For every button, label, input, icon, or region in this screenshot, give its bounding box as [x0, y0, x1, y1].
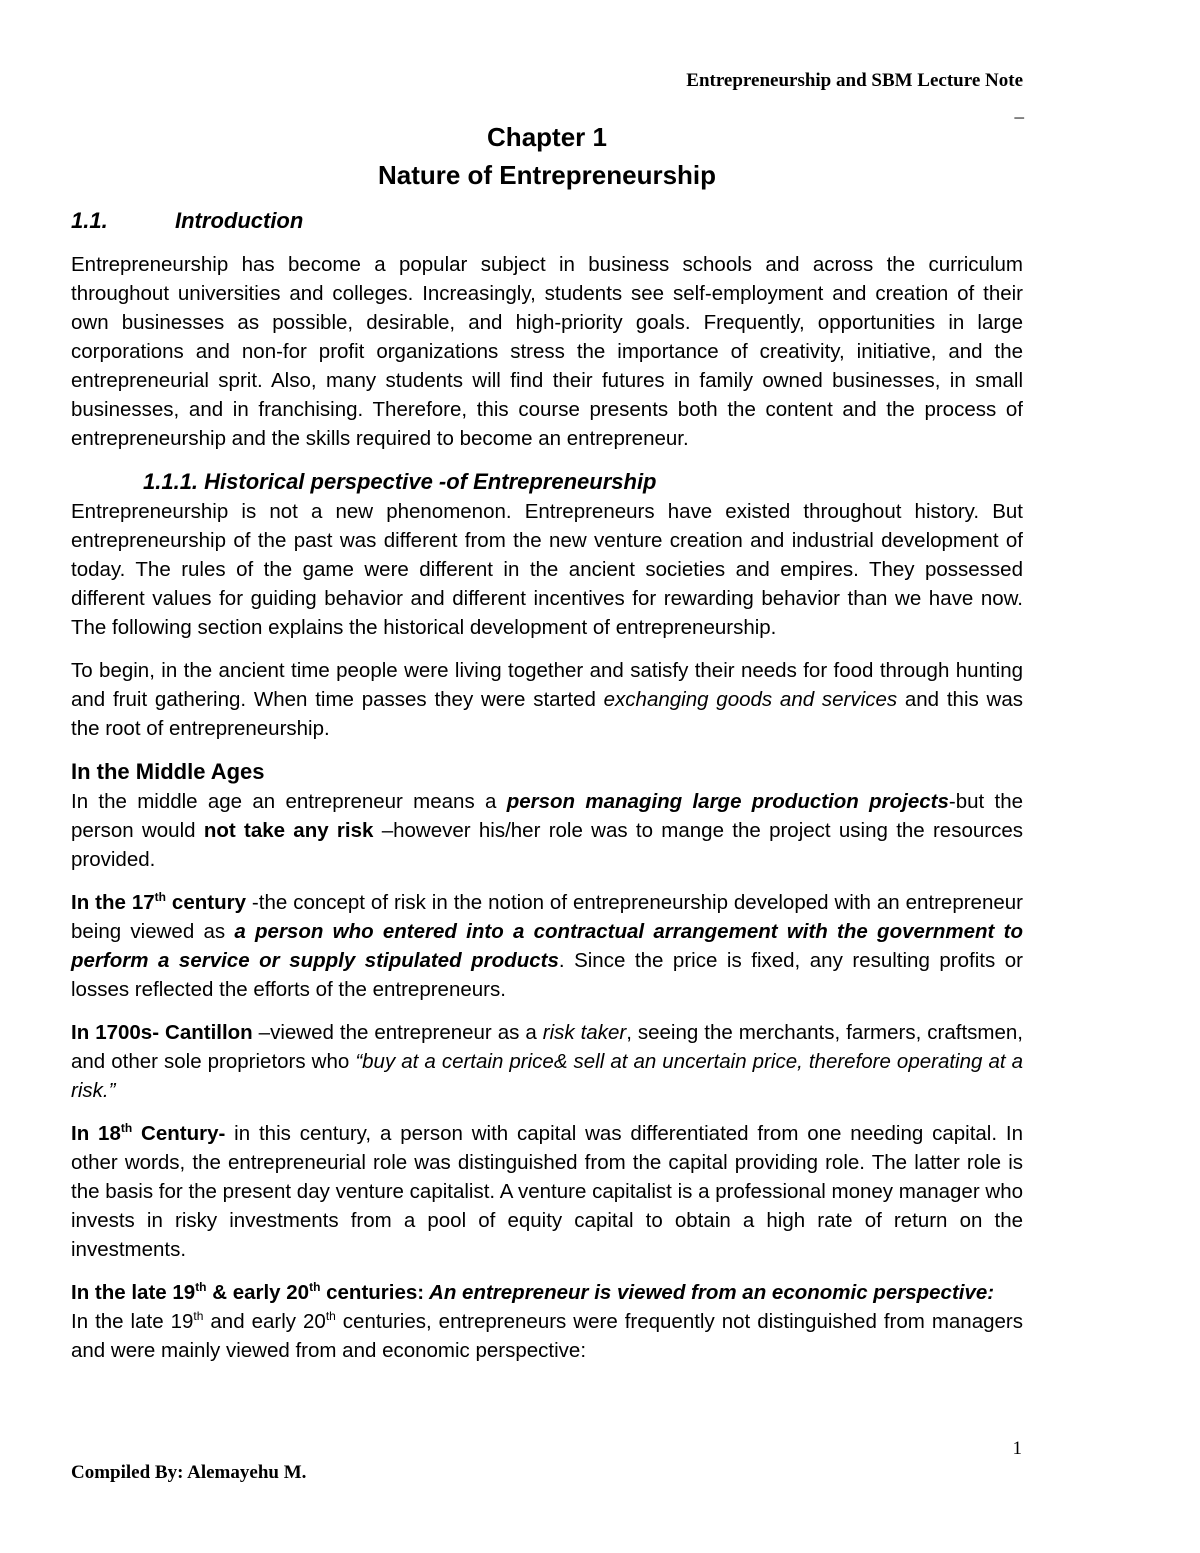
text-run: In the 17 — [71, 891, 155, 914]
cantillon-paragraph — [71, 1018, 1023, 1105]
header-underscore: _ — [1014, 100, 1024, 121]
century-18-lead — [71, 1122, 225, 1145]
page-content — [71, 118, 1023, 1379]
historical-paragraph-2 — [71, 656, 1023, 743]
century-18-paragraph — [71, 1119, 1023, 1264]
text-run: century — [165, 891, 246, 914]
bold-text: not take any risk — [203, 819, 374, 842]
century-19-lead-line — [71, 1278, 1023, 1307]
text-run: In the middle age an entrepreneur means a — [71, 790, 507, 813]
historical-paragraph-1: Entrepreneurship is not a new phenomenon. Entrepreneurs have existed throughout history. But entrepreneurship of the past was different from the new venture creation and industrial development of today. The rules of the game were different in the ancient societies and empires. They possessed different values for guiding behavior and different incentives for rewarding behavior than we have now. The following section explains the historical development of entrepreneurship. — [71, 500, 1023, 639]
running-header: Entrepreneurship and SBM Lecture Note — [686, 70, 1023, 91]
emphasis-text: exchanging goods and services — [603, 688, 898, 711]
text-run: -the concept of risk in the notion of entrepreneurship developed with an entrepreneur being viewed as — [71, 891, 1023, 943]
superscript: th — [195, 1280, 207, 1294]
text-run: and early 20 — [203, 1310, 326, 1333]
chapter-label: Chapter 1 — [487, 122, 607, 152]
emphasis-text: person managing large production projects — [506, 790, 949, 813]
text-run: -but the person would — [71, 790, 1023, 842]
text-run: –however his/her role was to mange the project using the resources provided. — [71, 819, 1023, 871]
section-heading-introduction — [71, 206, 1023, 236]
section-title: Introduction — [175, 208, 304, 233]
text-run: & early 20 — [206, 1281, 310, 1304]
emphasis-text: risk taker — [542, 1021, 627, 1044]
text-run: centuries, entrepreneurs were frequently not distinguished from managers and were mainly viewed from and economic perspective: — [71, 1310, 1023, 1362]
text-run: . Since the price is fixed, any resulting profits or losses reflected the efforts of the entrepreneurs. — [71, 949, 1023, 1001]
century-17-lead — [71, 891, 246, 914]
text-run: To begin, in the ancient time people were living together and satisfy their needs for food through hunting and fruit gathering. When time passes they were started — [71, 659, 1023, 711]
text-run: in this century, a person with capital was differentiated from one needing capital. In other words, the entrepreneurial role was distinguished from the capital providing role. The latter role is the basis for the present day venture capitalist. A venture capitalist is a professional money manager who invests in risky investments from a pool of equity capital to obtain a high rate of return on the investments. — [71, 1122, 1023, 1261]
text-run: In the late 19 — [71, 1310, 194, 1333]
cantillon-lead: In 1700s- Cantillon — [71, 1021, 253, 1044]
intro-paragraph: Entrepreneurship has become a popular subject in business schools and across the curriculum throughout universities and colleges. Increasingly, students see self-employment and creation of their own businesses as possible, desirable, and high-priority goals. Frequently, opportunities in large corporations and non-for profit organizations stress the importance of creativity, initiative, and the entrepreneurial sprit. Also, many students will find their futures in family owned businesses, in small businesses, and in franchising. Therefore, this course presents both the content and the process of entrepreneurship and the skills required to become an entrepreneur. — [71, 253, 1023, 450]
text-run: In 18 — [71, 1122, 121, 1145]
text-run: and this was the root of entrepreneurship. — [71, 688, 1023, 740]
century-19-paragraph — [71, 1307, 1023, 1365]
chapter-title: Nature of Entrepreneurship — [377, 160, 717, 190]
text-run: Century- — [132, 1122, 226, 1145]
middle-ages-paragraph — [71, 787, 1023, 874]
century-17-paragraph — [71, 888, 1023, 1004]
century-19-lead — [71, 1281, 994, 1304]
superscript: th — [193, 1309, 204, 1323]
page-number: 1 — [1012, 1438, 1022, 1459]
text-run: , seeing the merchants, farmers, craftsmen, and other sole proprietors who — [71, 1021, 1023, 1073]
emphasis-text: An entrepreneur is viewed from an economic perspective: — [424, 1281, 995, 1304]
footer-compiled-by: Compiled By: Alemayehu M. — [71, 1462, 307, 1483]
superscript: th — [120, 1121, 133, 1135]
superscript: th — [325, 1309, 336, 1323]
quote-text: “buy at a certain price& sell at an uncertain price, therefore operating at a risk.” — [71, 1050, 1023, 1102]
superscript: th — [309, 1280, 321, 1294]
text-run: –viewed the entrepreneur as a — [252, 1021, 543, 1044]
text-run: centuries: — [320, 1281, 425, 1304]
emphasis-text: a person who entered into a contractual arrangement with the government to perform a service or supply stipulated products — [71, 920, 1023, 972]
heading-middle-ages: In the Middle Ages — [71, 759, 265, 784]
section-number: 1.1. — [71, 208, 108, 233]
section-heading-historical: 1.1.1. Historical perspective -of Entrepreneurship — [143, 469, 657, 494]
text-run: In the late 19 — [71, 1281, 196, 1304]
superscript: th — [154, 890, 166, 904]
